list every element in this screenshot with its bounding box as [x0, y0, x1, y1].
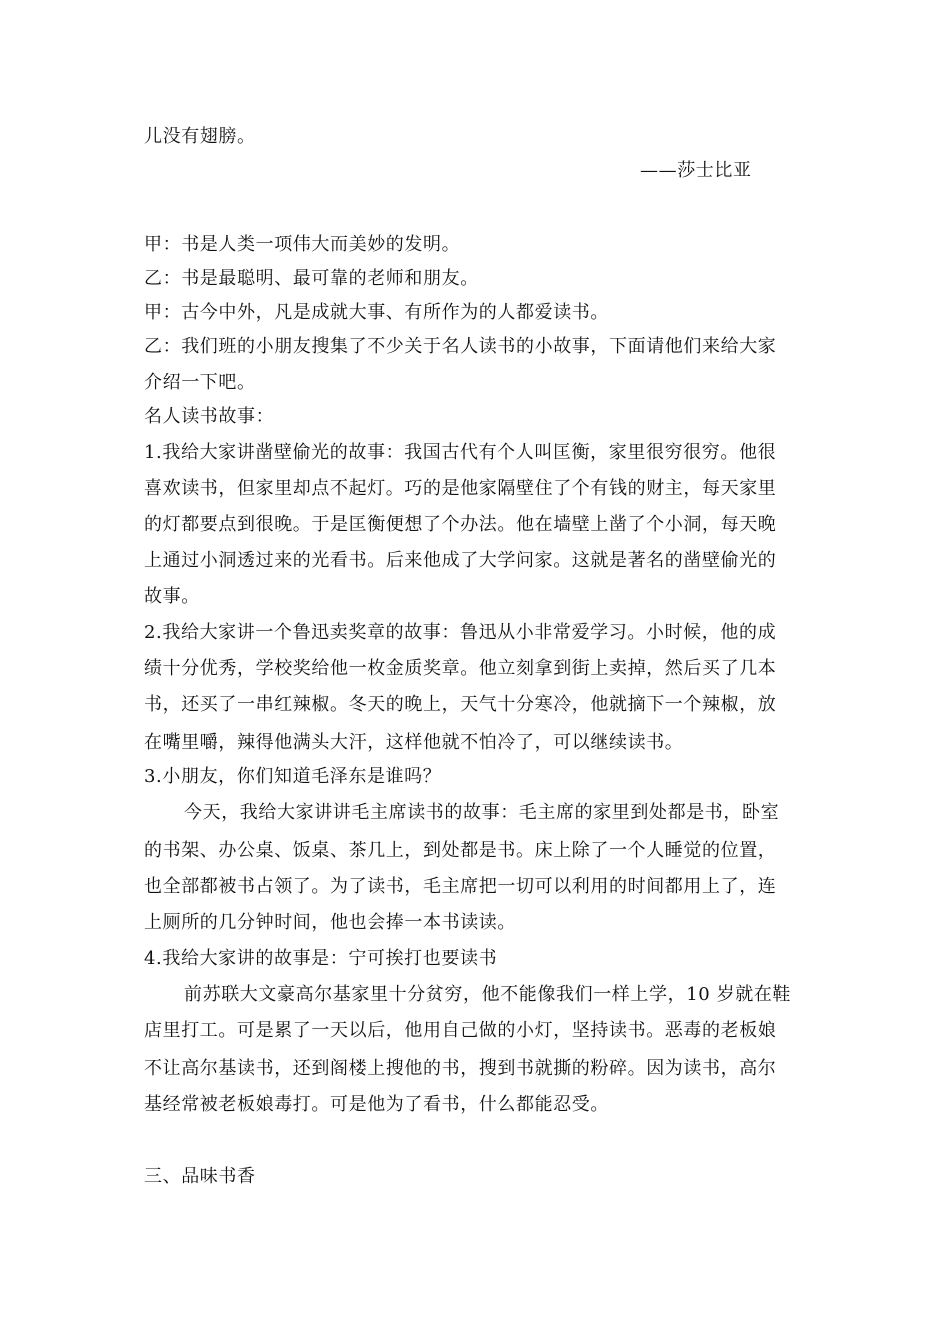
- story-line: 的书架、办公桌、饭桌、茶几上，到处都是书。床上除了一个人睡觉的位置，: [144, 840, 777, 861]
- story-line: 的灯都要点到很晚。于是匡衡便想了个办法。他在墙壁上凿了个小洞，每天晚: [144, 514, 777, 535]
- story-line: 2.我给大家讲一个鲁迅卖奖章的故事：鲁迅从小非常爱学习。小时候，他的成: [144, 622, 777, 643]
- story-line: 上通过小洞透过来的光看书。后来他成了大学问家。这就是著名的凿壁偷光的: [144, 550, 777, 571]
- story-title: 4.我给大家讲的故事是：宁可挨打也要读书: [144, 948, 498, 969]
- story-line: 上厕所的几分钟时间，他也会捧一本书读读。: [144, 912, 516, 933]
- story-line: 1.我给大家讲凿壁偷光的故事：我国古代有个人叫匡衡，家里很穷很穷。他很: [144, 442, 777, 463]
- stories-heading: 名人读书故事：: [144, 406, 275, 427]
- dialogue-line: 介绍一下吧。: [144, 372, 256, 393]
- story-line: 前苏联大文豪高尔基家里十分贫穷，他不能像我们一样上学，10 岁就在鞋: [184, 984, 792, 1005]
- story-line: 喜欢读书，但家里却点不起灯。巧的是他家隔壁住了个有钱的财主，每天家里: [144, 478, 777, 499]
- story-line: 在嘴里嚼，辣得他满头大汗，这样他就不怕冷了，可以继续读书。: [144, 732, 684, 753]
- dialogue-line: 甲：书是人类一项伟大而美妙的发明。: [144, 234, 461, 255]
- story-line: 也全部都被书占领了。为了读书，毛主席把一切可以利用的时间都用上了，连: [144, 876, 777, 897]
- story-question: 3.小朋友，你们知道毛泽东是谁吗？: [144, 766, 442, 787]
- story-line: 故事。: [144, 586, 200, 607]
- story-line: 今天，我给大家讲讲毛主席读书的故事：毛主席的家里到处都是书，卧室: [184, 802, 780, 823]
- story-line: 基经常被老板娘毒打。可是他为了看书，什么都能忍受。: [144, 1094, 609, 1115]
- dialogue-line: 乙：我们班的小朋友搜集了不少关于名人读书的小故事，下面请他们来给大家: [144, 336, 777, 357]
- quote-attribution: ——莎士比亚: [640, 160, 752, 181]
- quote-tail: 儿没有翅膀。: [144, 126, 256, 147]
- story-line: 绩十分优秀，学校奖给他一枚金质奖章。他立刻拿到街上卖掉，然后买了几本: [144, 658, 777, 679]
- dialogue-line: 甲：古今中外，凡是成就大事、有所作为的人都爱读书。: [144, 302, 609, 323]
- story-line: 书，还买了一串红辣椒。冬天的晚上，天气十分寒冷，他就摘下一个辣椒，放: [144, 694, 777, 715]
- story-line: 不让高尔基读书，还到阁楼上搜他的书，搜到书就撕的粉碎。因为读书，高尔: [144, 1058, 777, 1079]
- dialogue-line: 乙：书是最聪明、最可靠的老师和朋友。: [144, 268, 479, 289]
- story-line: 店里打工。可是累了一天以后，他用自己做的小灯，坚持读书。恶毒的老板娘: [144, 1020, 777, 1041]
- section-heading: 三、品味书香: [144, 1166, 256, 1187]
